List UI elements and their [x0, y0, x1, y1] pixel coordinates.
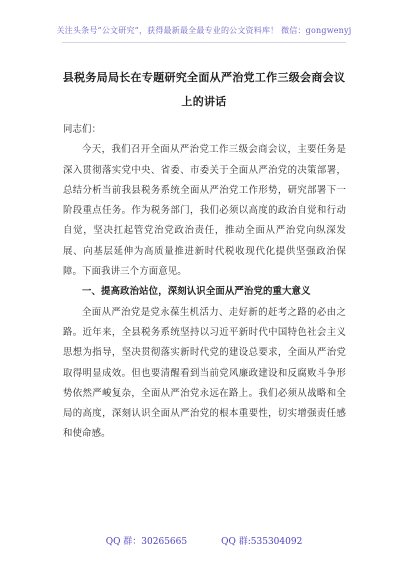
- footer-qq-group-2: QQ 群:535304092: [221, 537, 303, 547]
- section-heading-1: 一、提高政治站位，深刻认识全面从严治党的重大意义: [82, 286, 311, 298]
- salutation: 同志们：: [63, 124, 102, 135]
- paragraph-section-1: 全面从严治党是党永葆生机活力、走好新的赶考之路的必由之路。近年来，全县税务系统坚持以习近平新时代中国特色社会主义思想为指导，坚决贯彻落实新时代党的建设总要求，全面从严治党取得明显成效。但也要清醒看到当前党风廉政建设和反腐败斗争形势依然严峻复杂，全面从严治党永远在路上。我们必须从战略和全局的高度，深刻认识全面从严治党的根本重要性，切实增强责任感和使命感。: [63, 306, 346, 440]
- footer: [0, 534, 408, 547]
- document-title-line-1: 县税务局局长在专题研究全面从严治党工作三级会商会议: [62, 71, 346, 84]
- header-banner: 关注头条号“公文研究”，获得最新最全最专业的公文资料库！ 微信：gongwenyj: [56, 26, 352, 35]
- header-divider: [62, 42, 346, 43]
- document-body: [63, 120, 346, 445]
- document-title-line-2: 上的讲话: [181, 95, 227, 108]
- footer-qq-group-1: QQ 群：30265665: [105, 537, 188, 547]
- paragraph-intro: 今天，我们召开全面从严治党工作三级会商会议，主要任务是深入贯彻落实党中央、省委、市委关于全面从严治党的决策部署，总结分析当前我县税务系统全面从严治党工作形势，研究部署下一阶段重点任务。作为税务部门，我们必须以高度的政治自觉和行动自觉，坚决扛起管党治党政治责任，推动全面从严治党向纵深发展、向基层延伸为高质量推进新时代税收现代化提供坚强政治保障。下面我讲三个方面意见。: [63, 144, 346, 278]
